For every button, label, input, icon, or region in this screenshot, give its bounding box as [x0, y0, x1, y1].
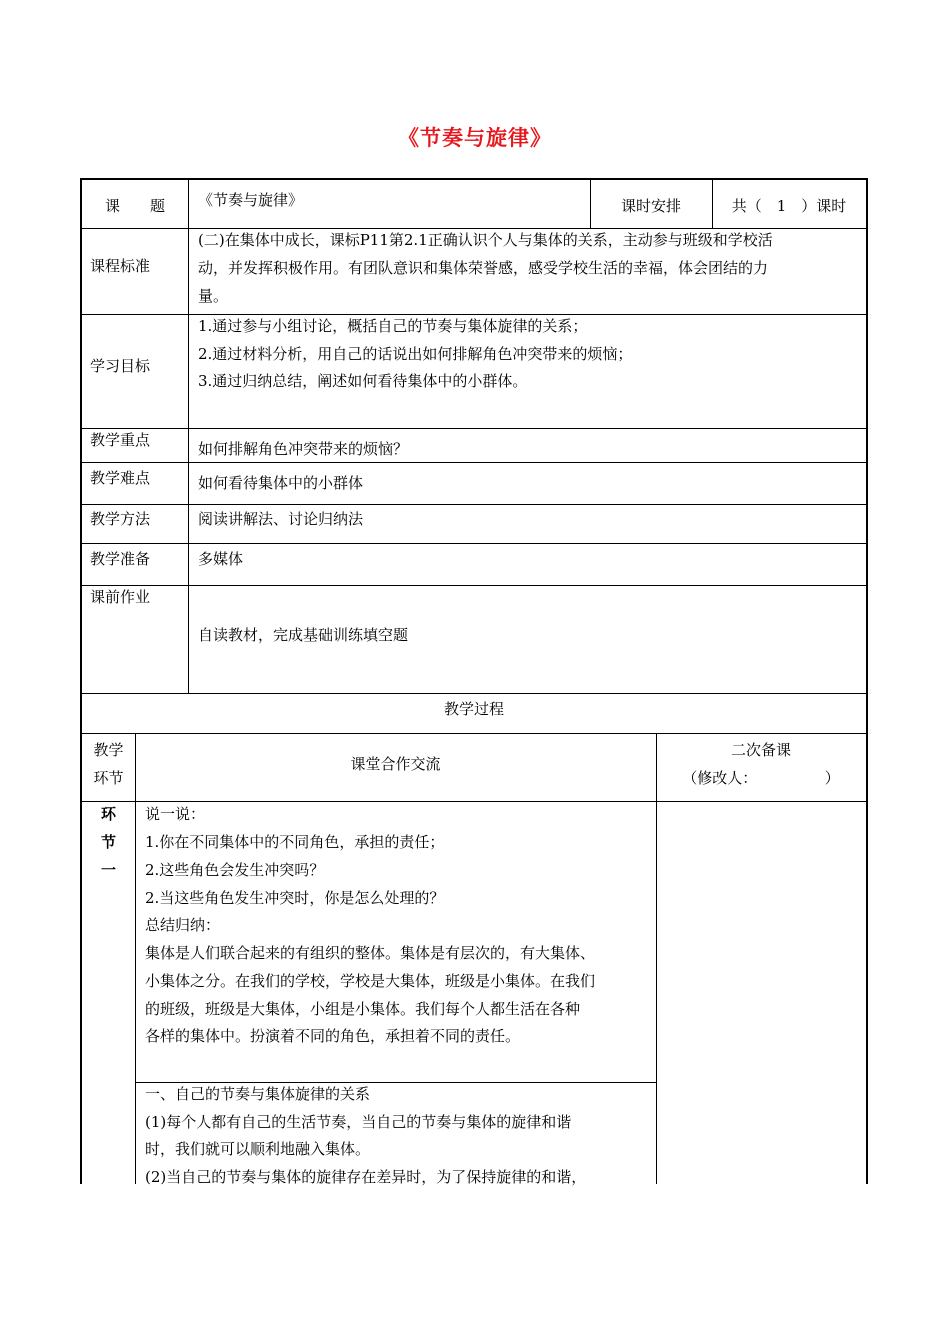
standard-label: 课程标准: [90, 257, 151, 275]
activity-line: 2.当这些角色发生冲突时，你是怎么处理的？: [145, 889, 445, 907]
content-line: 时，我们就可以顺利地融入集体。: [145, 1140, 371, 1158]
document-title: 《节奏与旋律》: [398, 125, 552, 150]
stage-header-line: 环节: [93, 769, 124, 787]
activity-line: 总结归纳：: [145, 916, 221, 934]
method-label: 教学方法: [90, 510, 151, 528]
activity-line: 1.你在不同集体中的不同角色，承担的责任；: [145, 833, 445, 851]
goals-label: 学习目标: [90, 357, 151, 375]
col-divider: [135, 733, 136, 1184]
revision-modifier: （修改人： ）: [682, 769, 840, 787]
lesson-plan-table: [80, 178, 868, 1184]
col-divider: [188, 180, 189, 693]
standard-line: 量。: [198, 287, 229, 305]
stage-label-char: 节: [100, 833, 116, 851]
revision-header: 二次备课: [730, 741, 791, 759]
row-divider: [82, 733, 866, 734]
prep-label: 教学准备: [90, 550, 151, 568]
row-divider: [82, 543, 866, 544]
content-line: (2)当自己的节奏与集体的旋律存在差异时，为了保持旋律的和谐，: [145, 1168, 587, 1186]
activity-line: 各样的集体中。扮演着不同的角色，承担着不同的责任。: [145, 1027, 521, 1045]
row-divider: [82, 428, 866, 429]
process-heading: 教学过程: [443, 700, 504, 718]
method-value: 阅读讲解法、讨论归纳法: [198, 510, 364, 528]
activity-line: 的班级，班级是大集体，小组是小集体。我们每个人都生活在各种: [145, 1000, 581, 1018]
row-divider: [82, 693, 866, 694]
content-line: 一、自己的节奏与集体旋律的关系: [145, 1085, 371, 1103]
stage-label-char: 环: [100, 805, 116, 823]
key-label: 教学重点: [90, 431, 151, 449]
homework-label: 课前作业: [90, 588, 151, 606]
homework-value: 自读教材，完成基础训练填空题: [198, 626, 409, 644]
key-value: 如何排解角色冲突带来的烦恼？: [198, 440, 409, 458]
stage-header-line: 教学: [93, 741, 124, 759]
difficulty-value: 如何看待集体中的小群体: [198, 474, 364, 492]
goal-item: 2.通过材料分析，用自己的话说出如何排解角色冲突带来的烦恼；: [198, 345, 633, 363]
schedule-value: 共（ 1 ）课时: [731, 197, 847, 215]
stage-label-char: 一: [100, 861, 116, 879]
activity-line: 小集体之分。在我们的学校，学校是大集体，班级是小集体。在我们: [145, 972, 596, 990]
activity-line: 集体是人们联合起来的有组织的整体。集体是有层次的，有大集体、: [145, 944, 596, 962]
row-divider: [82, 585, 866, 586]
activity-line: 说一说：: [145, 805, 206, 823]
content-line: (1)每个人都有自己的生活节奏，当自己的节奏与集体的旋律和谐: [145, 1113, 572, 1131]
topic-value: 《节奏与旋律》: [198, 191, 304, 209]
activity-line: 2.这些角色会发生冲突吗？: [145, 861, 325, 879]
difficulty-label: 教学难点: [90, 469, 151, 487]
schedule-label: 课时安排: [620, 197, 681, 215]
collab-header: 课堂合作交流: [350, 755, 441, 773]
prep-value: 多媒体: [198, 550, 244, 568]
standard-line: (二)在集体中成长，课标P11第2.1正确认识个人与集体的关系，主动参与班级和学校活: [198, 231, 773, 249]
goal-item: 3.通过归纳总结，阐述如何看待集体中的小群体。: [198, 372, 528, 390]
standard-line: 动，并发挥积极作用。有团队意识和集体荣誉感，感受学校生活的幸福，体会团结的力: [198, 259, 769, 277]
topic-label: 课 题: [104, 197, 165, 215]
col-divider: [656, 733, 657, 1184]
goal-item: 1.通过参与小组讨论，概括自己的节奏与集体旋律的关系；: [198, 317, 588, 335]
